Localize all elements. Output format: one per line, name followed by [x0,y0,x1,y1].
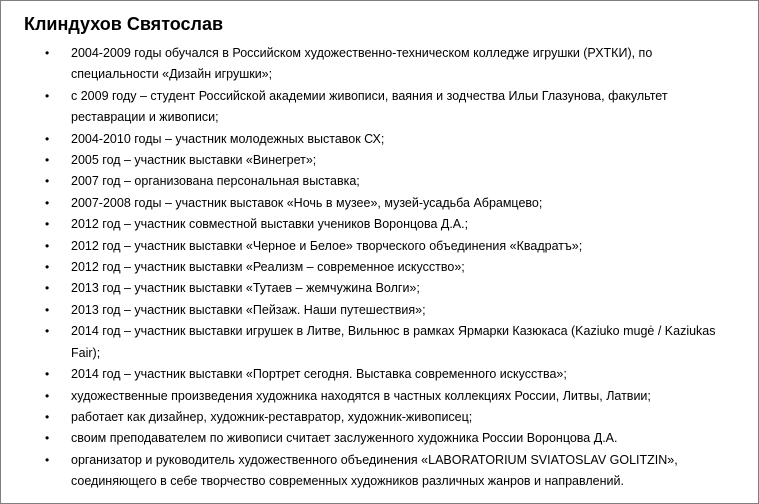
bullet-icon: • [45,238,50,253]
list-item-text: 2007-2008 годы – участник выставок «Ночь в музее», музей-усадьба Абрамцево; [71,195,543,210]
list-item-text: 2012 год – участник выставки «Реализм – современное искусство»; [71,260,465,275]
bullet-icon: • [45,131,50,146]
list-item [1,171,759,192]
list-item-text: 2007 год – организована персональная выставка; [71,174,360,189]
list-item-text: своим преподавателем по живописи считает заслуженного художника России Воронцова Д.А. [71,431,618,446]
bullet-icon: • [45,174,50,189]
list-item-text: работает как дизайнер, художник-реставратор, художник-живописец; [71,409,473,424]
bullet-icon: • [45,46,50,60]
list-item [1,193,759,214]
list-item [1,450,759,493]
list-item-text: 2004-2009 годы обучался в Российском художественно-техническом колледже игрушки (РХТКИ), по специальности «Дизайн игрушки»; [71,46,653,82]
list-item [1,86,759,129]
list-item [1,386,759,407]
list-item [1,278,759,299]
list-item-text: 2012 год – участник совместной выставки учеников Воронцова Д.А.; [71,217,469,232]
bullet-icon: • [45,281,50,296]
bullet-icon: • [45,88,50,103]
list-item-text: 2014 год – участник выставки игрушек в Литве, Вильнюс в рамках Ярмарки Казюкаса (Kaziuko mugė / Kaziukas Fair); [71,324,716,360]
bullet-icon: • [45,302,50,317]
list-item [1,300,759,321]
list-item [1,236,759,257]
list-item [1,257,759,278]
list-item [1,129,759,150]
list-item-text: 2005 год – участник выставки «Винегрет»; [71,153,317,168]
list-item [1,364,759,385]
list-item [1,43,759,86]
list-item [1,321,759,364]
list-item [1,150,759,171]
bullet-icon: • [45,409,50,424]
bullet-icon: • [45,324,50,339]
list-item-text: 2012 год – участник выставки «Черное и Белое» творческого объединения «Квадратъ»; [71,238,583,253]
bullet-icon: • [45,195,50,210]
bullet-icon: • [45,260,50,275]
list-item [1,428,759,449]
list-item-text: 2013 год – участник выставки «Пейзаж. Наши путешествия»; [71,302,426,317]
list-item-text: художественные произведения художника находятся в частных коллекциях России, Литвы, Латвии; [71,388,651,403]
list-item-text: 2013 год – участник выставки «Тутаев – жемчужина Волги»; [71,281,420,296]
bullet-icon: • [45,367,50,382]
list-item-text: с 2009 году – студент Российской академии живописи, ваяния и зодчества Ильи Глазунова, факультет реставрации и живописи; [71,88,668,125]
list-item [1,214,759,235]
bullet-icon: • [45,217,50,232]
bullet-icon: • [45,431,50,446]
list-item [1,407,759,428]
list-item-text: 2004-2010 годы – участник молодежных выставок СХ; [71,131,385,146]
biography-list [1,43,759,493]
list-item-text: 2014 год – участник выставки «Портрет сегодня. Выставка современного искусства»; [71,367,567,382]
bullet-icon: • [45,452,50,467]
list-item-text: организатор и руководитель художественного объединения «LABORATORIUM SVIATOSLAV GOLITZIN», соединяющего в себе творчество современных художников различных жанров и направлений. [71,452,678,489]
bullet-icon: • [45,388,50,403]
page-title: Клиндухов Святослав [24,14,224,34]
bullet-icon: • [45,153,50,168]
